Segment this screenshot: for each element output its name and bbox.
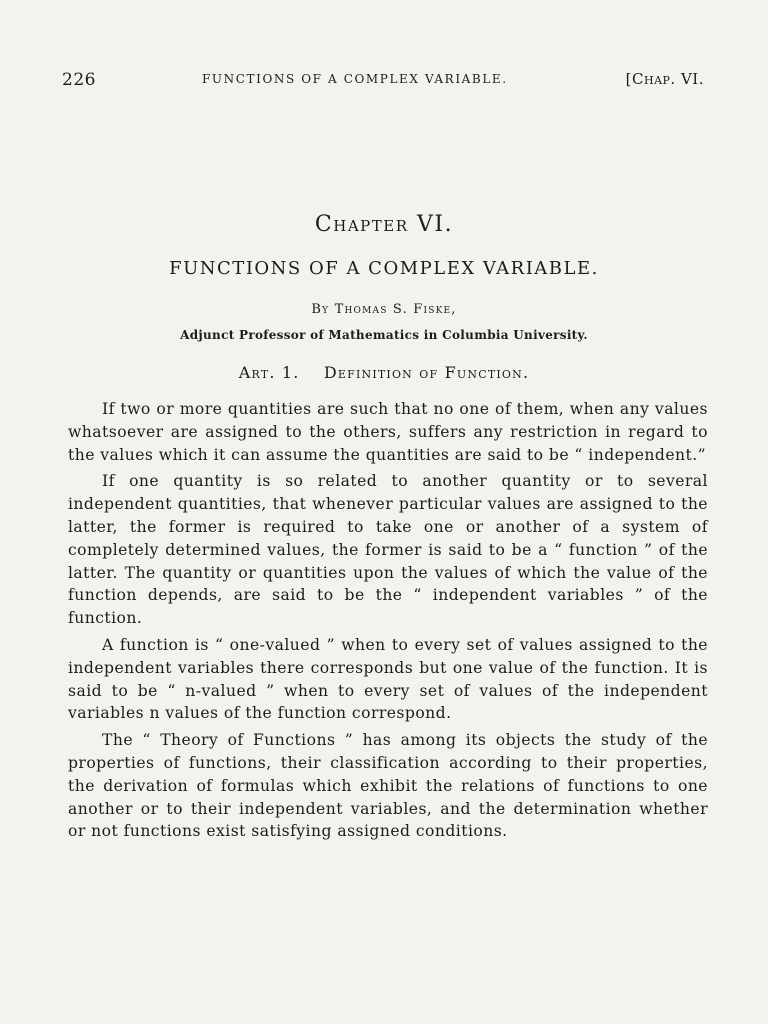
paragraph-one-valued: A function is “ one-valued ” when to every set of values assigned to the independent variables there corresponds but one value of the function. It is said to be “ n-valued ” when to every set of values of the independent variables n values of the function correspond. <box>68 635 708 723</box>
running-head <box>62 70 712 94</box>
body-text <box>68 398 708 847</box>
paragraph-independent-quantities: If two or more quantities are such that no one of them, when any values whatsoever are assigned to the others, suffers any restriction in regard to the values which it can assume the quantities are said to be “ independent.” <box>68 400 708 464</box>
running-head-title: FUNCTIONS OF A COMPLEX VARIABLE. <box>202 72 508 86</box>
paragraph-function-definition: If one quantity is so related to another quantity or to several independent quantities, that whenever particular values are assigned to the latter, the former is required to take one or another of a system of completely determined values, the former is said to be a “ function ” of the latter. The quantity or quantities upon the values of which the value of the function depends, are said to be the “ independent variables ” of the function. <box>68 472 708 628</box>
article-heading <box>0 363 768 382</box>
page-number: 226 <box>62 70 96 90</box>
chapter-heading: Chapter VI. <box>314 212 454 237</box>
chapter-title: FUNCTIONS OF A COMPLEX VARIABLE. <box>169 258 599 279</box>
article-number: Art. 1. <box>238 363 300 382</box>
author-affiliation: Adjunct Professor of Mathematics in Columbia University. <box>180 328 588 342</box>
paragraph-theory-of-functions: The “ Theory of Functions ” has among its objects the study of the properties of functions, their classification according to their properties, the derivation of formulas which exhibit the relations of functions to one another or to their independent variables, and the determination whether or not functions exist satisfying assigned conditions. <box>68 731 708 841</box>
article-title: Definition of Function. <box>323 363 530 382</box>
author-byline: By Thomas S. Fiske, <box>311 302 457 317</box>
chapter-reference: [Chap. VI. <box>625 70 704 88</box>
